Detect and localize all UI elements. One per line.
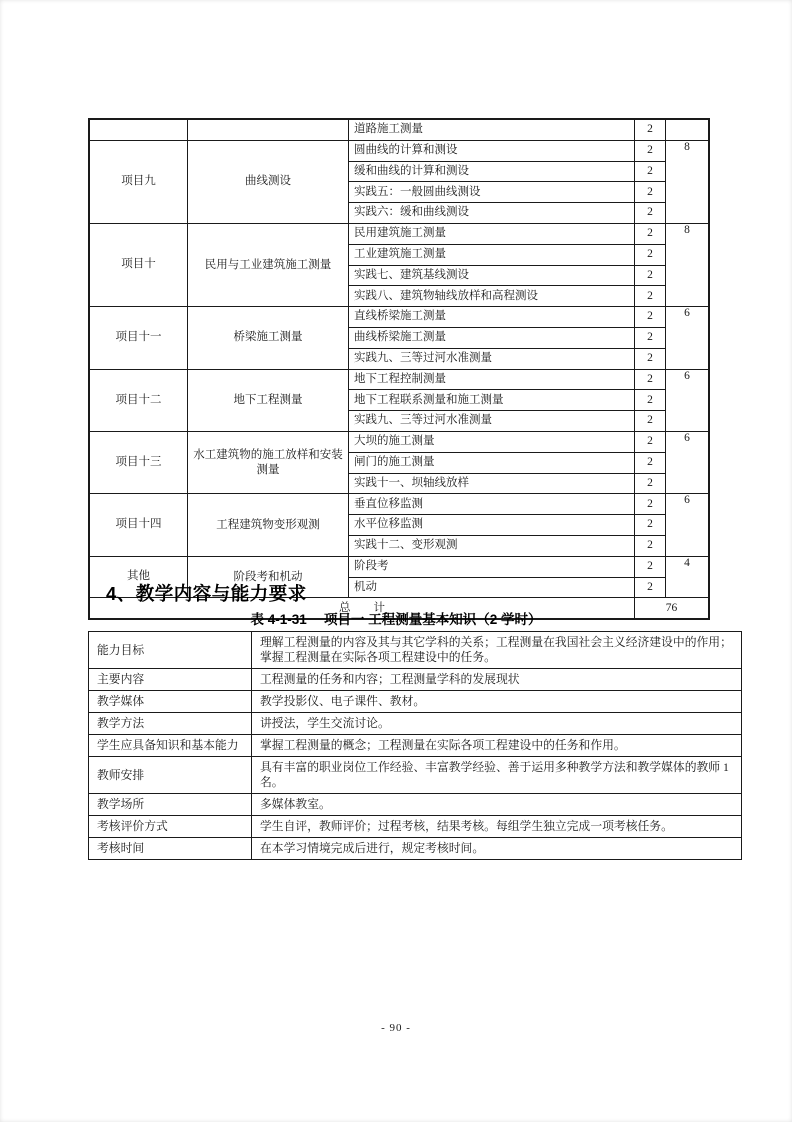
detail-label-cell: 教学场所 xyxy=(89,794,252,816)
schedule-row xyxy=(89,307,709,328)
content-cell: 实践八、建筑物轴线放样和高程测设 xyxy=(349,286,635,307)
subtotal-cell: 6 xyxy=(666,494,710,556)
topic-cell: 水工建筑物的施工放样和安装测量 xyxy=(188,431,349,493)
content-cell: 地下工程联系测量和施工测量 xyxy=(349,390,635,411)
topic-cell: 阶段考和机动 xyxy=(188,556,349,598)
hours-cell: 2 xyxy=(635,556,666,577)
content-cell: 实践五：一般圆曲线测设 xyxy=(349,182,635,203)
topic-cell: 民用与工业建筑施工测量 xyxy=(188,223,349,306)
content-cell: 圆曲线的计算和测设 xyxy=(349,140,635,161)
project-cell: 项目九 xyxy=(89,140,188,223)
detail-label-cell: 教学媒体 xyxy=(89,691,252,713)
schedule-row xyxy=(89,119,709,140)
detail-content-cell: 学生自评，教师评价；过程考核，结果考核。每组学生独立完成一项考核任务。 xyxy=(252,816,742,838)
schedule-row xyxy=(89,494,709,515)
content-cell: 实践七、建筑基线测设 xyxy=(349,265,635,286)
hours-cell: 2 xyxy=(635,494,666,515)
hours-cell: 2 xyxy=(635,348,666,369)
content-cell: 阶段考 xyxy=(349,556,635,577)
detail-content-cell: 在本学习情境完成后进行，规定考核时间。 xyxy=(252,838,742,860)
content-cell: 工业建筑施工测量 xyxy=(349,244,635,265)
project-cell: 项目十二 xyxy=(89,369,188,431)
hours-cell: 2 xyxy=(635,203,666,224)
hours-cell: 2 xyxy=(635,161,666,182)
project-cell: 其他 xyxy=(89,556,188,598)
hours-cell: 2 xyxy=(635,307,666,328)
detail-row xyxy=(89,735,742,757)
topic-cell: 曲线测设 xyxy=(188,140,349,223)
content-cell: 直线桥梁施工测量 xyxy=(349,307,635,328)
detail-table-body xyxy=(89,632,742,860)
schedule-table xyxy=(88,118,710,620)
total-label-cell: 总 计 xyxy=(89,598,635,619)
content-cell: 水平位移监测 xyxy=(349,515,635,536)
schedule-row xyxy=(89,223,709,244)
schedule-row xyxy=(89,140,709,161)
detail-label-cell: 学生应具备知识和基本能力 xyxy=(89,735,252,757)
detail-label-cell: 教师安排 xyxy=(89,757,252,794)
subtotal-cell xyxy=(666,119,710,140)
detail-label-cell: 考核时间 xyxy=(89,838,252,860)
hours-cell: 2 xyxy=(635,473,666,494)
detail-row xyxy=(89,632,742,669)
detail-row xyxy=(89,713,742,735)
content-cell: 道路施工测量 xyxy=(349,119,635,140)
content-cell: 实践九、三等过河水准测量 xyxy=(349,348,635,369)
detail-label-cell: 能力目标 xyxy=(89,632,252,669)
content-cell: 实践十二、变形观测 xyxy=(349,535,635,556)
content-cell: 地下工程控制测量 xyxy=(349,369,635,390)
hours-cell: 2 xyxy=(635,223,666,244)
detail-row xyxy=(89,816,742,838)
hours-cell: 2 xyxy=(635,577,666,598)
content-cell: 缓和曲线的计算和测设 xyxy=(349,161,635,182)
project-cell: 项目十一 xyxy=(89,307,188,369)
total-value-cell: 76 xyxy=(635,598,710,619)
project-cell: 项目十 xyxy=(89,223,188,306)
detail-label-cell: 教学方法 xyxy=(89,713,252,735)
schedule-row xyxy=(89,369,709,390)
detail-content-cell: 讲授法，学生交流讨论。 xyxy=(252,713,742,735)
hours-cell: 2 xyxy=(635,265,666,286)
subtotal-cell: 8 xyxy=(666,140,710,223)
hours-cell: 2 xyxy=(635,390,666,411)
content-cell: 闸门的施工测量 xyxy=(349,452,635,473)
detail-content-cell: 工程测量的任务和内容；工程测量学科的发展现状 xyxy=(252,669,742,691)
content-cell: 实践九、三等过河水准测量 xyxy=(349,411,635,432)
hours-cell: 2 xyxy=(635,515,666,536)
topic-cell: 工程建筑物变形观测 xyxy=(188,494,349,556)
hours-cell: 2 xyxy=(635,452,666,473)
content-cell: 实践六：缓和曲线测设 xyxy=(349,203,635,224)
page-number: - 90 - xyxy=(381,1022,411,1034)
project-cell: 项目十四 xyxy=(89,494,188,556)
detail-label-cell: 主要内容 xyxy=(89,669,252,691)
schedule-table-body xyxy=(89,119,709,619)
section-heading: 4、教学内容与能力要求 xyxy=(106,583,307,604)
hours-cell: 2 xyxy=(635,327,666,348)
detail-content-cell: 多媒体教室。 xyxy=(252,794,742,816)
hours-cell: 2 xyxy=(635,119,666,140)
project-cell xyxy=(89,119,188,140)
subtotal-cell: 6 xyxy=(666,307,710,369)
topic-cell xyxy=(188,119,349,140)
hours-cell: 2 xyxy=(635,431,666,452)
content-cell: 垂直位移监测 xyxy=(349,494,635,515)
detail-row xyxy=(89,757,742,794)
detail-content-cell: 教学投影仪、电子课件、教材。 xyxy=(252,691,742,713)
schedule-row xyxy=(89,556,709,577)
subtotal-cell: 4 xyxy=(666,556,710,598)
hours-cell: 2 xyxy=(635,286,666,307)
table-caption: 表 4-1-31 项目一 工程测量基本知识（2 学时） xyxy=(250,612,542,627)
hours-cell: 2 xyxy=(635,411,666,432)
content-cell: 民用建筑施工测量 xyxy=(349,223,635,244)
detail-row xyxy=(89,838,742,860)
subtotal-cell: 8 xyxy=(666,223,710,306)
detail-row xyxy=(89,669,742,691)
content-cell: 机动 xyxy=(349,577,635,598)
detail-row xyxy=(89,794,742,816)
hours-cell: 2 xyxy=(635,140,666,161)
topic-cell: 桥梁施工测量 xyxy=(188,307,349,369)
topic-cell: 地下工程测量 xyxy=(188,369,349,431)
hours-cell: 2 xyxy=(635,244,666,265)
schedule-row xyxy=(89,431,709,452)
content-cell: 大坝的施工测量 xyxy=(349,431,635,452)
detail-content-cell: 具有丰富的职业岗位工作经验、丰富教学经验、善于运用多种教学方法和教学媒体的教师 1 名。 xyxy=(252,757,742,794)
hours-cell: 2 xyxy=(635,369,666,390)
hours-cell: 2 xyxy=(635,535,666,556)
subtotal-cell: 6 xyxy=(666,369,710,431)
project-cell: 项目十三 xyxy=(89,431,188,493)
detail-table xyxy=(88,631,742,860)
detail-content-cell: 掌握工程测量的概念；工程测量在实际各项工程建设中的任务和作用。 xyxy=(252,735,742,757)
hours-cell: 2 xyxy=(635,182,666,203)
content-cell: 实践十一、坝轴线放样 xyxy=(349,473,635,494)
subtotal-cell: 6 xyxy=(666,431,710,493)
detail-content-cell: 理解工程测量的内容及其与其它学科的关系；工程测量在我国社会主义经济建设中的作用；掌握工程测量在实际各项工程建设中的任务。 xyxy=(252,632,742,669)
content-cell: 曲线桥梁施工测量 xyxy=(349,327,635,348)
detail-row xyxy=(89,691,742,713)
detail-label-cell: 考核评价方式 xyxy=(89,816,252,838)
